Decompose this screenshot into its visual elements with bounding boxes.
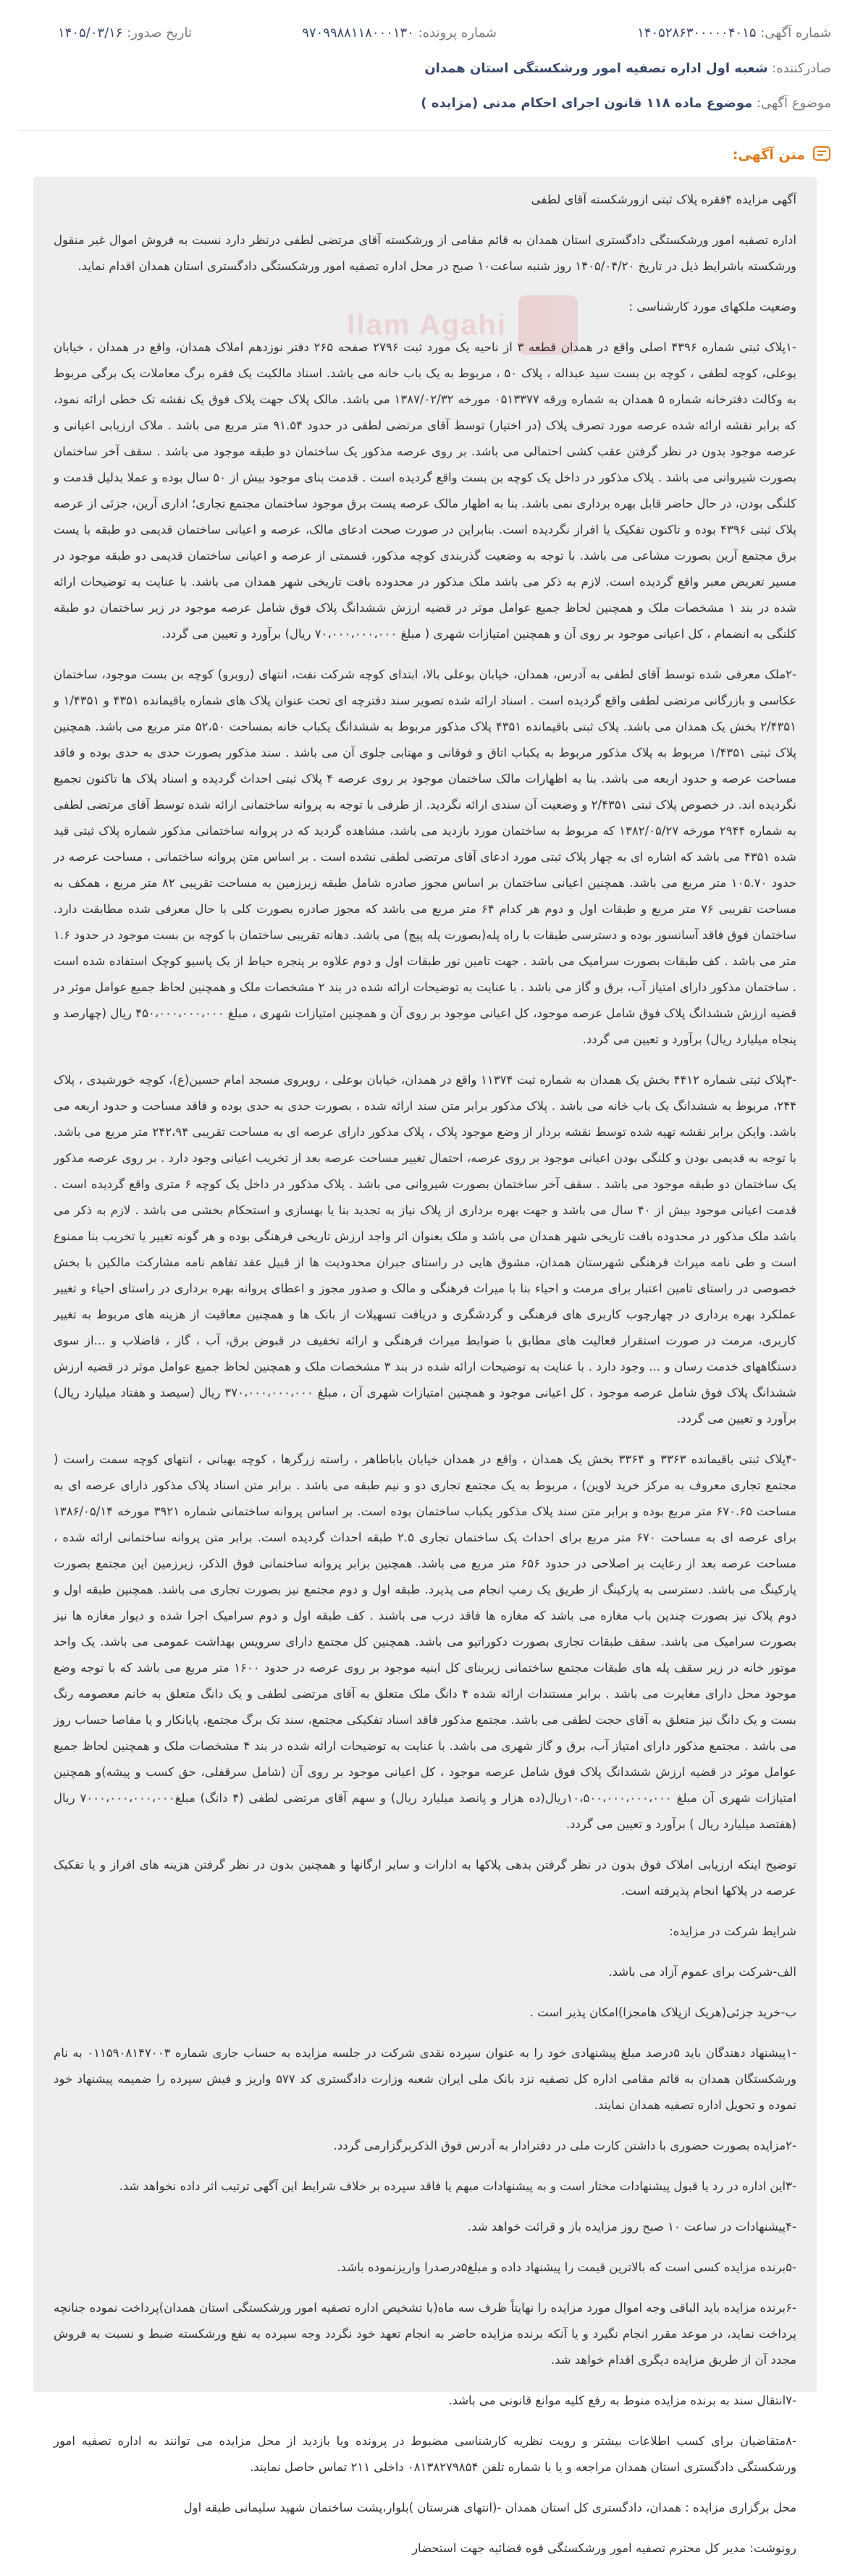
- notice-number-label: شماره آگهی:: [760, 25, 831, 41]
- condition-3: -۳این اداره در رد یا قبول پیشنهادات مختار است و به پیشنهادات مبهم یا فاقد سپرده بر خلاف شرایط این آگهی ترتیب اثر داده نخواهد شد.: [119, 2179, 796, 2193]
- condition-alef: الف-شرکت برای عموم آزاد می باشد.: [608, 1965, 796, 1979]
- notice-number: [637, 20, 831, 46]
- issue-date: [58, 20, 192, 46]
- condition-6: -۶برنده مزایده باید الباقی وجه اموال مورد مزایده را نهایتاً ظرف سه ماه(با تشخیص اداره تصفیه امور ورشکستگی استان همدان)پرداخت نموده جنانچه پرداخت نماید، در موعد مقرر انجام نگیرد و یا آنکه برنده مزایده حاضر به انجام تعهد خود نگردد وجه سپرده به نفع ورشکسته ضبط و نسبت به فروش مجدد آن از طریق مزایده دیگری اقدام خواهد شد.: [54, 2301, 796, 2367]
- notice-intro: اداره تصفیه امور ورشکستگی دادگستری استان همدان به قائم مقامی از ورشکسته آقای مرتضی لطفی درنظر دارد نسبت به فروش اموال غیر منقول ورشکسته باشرایط ذیل در تاریخ ۱۴۰۵/۰۴/۲۰ روز شنبه ساعت۱۰ صبح در محل اداره تصفیه امور ورشکستگی دادگستری استان همدان اقدام نماید.: [54, 233, 796, 273]
- notice-number-value: ۱۴۰۵۲۸۶۳۰۰۰۰۰۴۰۱۵: [637, 25, 757, 41]
- conditions-heading: شرایط شرکت در مزایده:: [669, 1924, 796, 1938]
- subject-value: موضوع ماده ۱۱۸ قانون اجرای احکام مدنی (مزایده ): [421, 96, 753, 111]
- notice-body: [54, 187, 796, 2576]
- serial-number: [302, 20, 497, 46]
- notice-header-row: [0, 20, 850, 46]
- valuation-note: توضیح اینکه ارزیابی املاک فوق بدون در نظر گرفتن بدهی پلاکها به ادارات و سایر ارگانها و همچنین بدون در نظر گرفتن هزینه های افراز و یا تفکیک عرصه در پلاکها انجام پذیرفته است.: [54, 1858, 796, 1898]
- subject-row: [421, 91, 831, 116]
- section-title: [733, 143, 831, 167]
- condition-2: -۲مزایده بصورت حضوری با داشتن کارت ملی در دفترادار به آدرس فوق الذکربرگزارمی گردد.: [333, 2139, 796, 2152]
- issue-date-label: تاریخ صدور:: [127, 25, 192, 41]
- issuer-label: صادرکننده:: [772, 61, 831, 76]
- issue-date-value: ۱۴۰۵/۰۳/۱۶: [58, 25, 123, 41]
- copy-to: رونوشت: مدیر کل محترم تصفیه امور ورشکستگی قوه قضائیه جهت استحضار: [412, 2541, 796, 2555]
- serial-number-label: شماره پرونده:: [418, 25, 497, 41]
- notice-body-box: [33, 177, 817, 2555]
- properties-heading: وضعیت ملکهای مورد کارشناسی :: [628, 300, 796, 313]
- serial-number-value: ۹۷۰۹۹۸۸۱۱۸۰۰۰۱۳۰: [302, 25, 414, 41]
- condition-5: -۵برنده مزایده کسی است که بالاترین قیمت را پیشنهاد داده و مبلغ۵درصدرا واریزنموده باشد.: [337, 2260, 796, 2274]
- condition-1: -۱پیشنهاد دهندگان باید ۵درصد مبلغ پیشنهادی خود را به عنوان سپرده نقدی شرکت در جلسه مزایده به حساب جاری شماره ۰۱۱۵۹۰۸۱۴۷۰۰۳ به نام ورشکستگان همدان به قائم مقامی اداره کل تصفیه نزد بانک ملی ایران شعبه وزارت دادگستری کد ۵۷۷ واریز و فیش سپرده را ضمیمه پیشنهاد خود نموده و تحویل اداره تصفیه همدان نمایند.: [54, 2046, 797, 2112]
- property-1: -۱پلاک ثبتی شماره ۴۳۹۶ اصلی واقع در همدان قطعه ۳ از ناحیه یک مورد ثبت ۲۷۹۶ صفحه ۲۶۵ دفتر نوزدهم املاک همدان، واقع در همدان ، خیابان بوعلی، کوچه لطفی ، کوچه بن بست سید عبداله ، پلاک ۵۰ ، مربوط به یک باب خانه می باشد. اسناد مالکیت یک فقره برگ معاملات یک برگی مربوط به وکالت دفترخانه شماره ۵ همدان به شماره ورقه ۰۵۱۳۳۷۷ مورخه ۱۳۸۷/۰۲/۳۲ می باشد. مالک پلاک جهت پلاک فوق یک نقشه تک خطی ارائه نمود، که برابر نقشه ارائه شده عرصه مورد تصرف پلاک (در اختیار) توسط آقای مرتضی لطفی در حدود ۹۱.۵۴ متر مربع می باشد . ملاک ارزیابی اعیانی و عرصه موجود بدون در نظر گرفتن عقب کشی احتمالی می باشد. بر روی عرصه مذکور یک ساختمان دو طبقه موجود می باشد . سقف آخر ساختمان بصورت شیروانی می باشد . پلاک مذکور در داخل یک کوچه بن بست واقع گردیده است . قدمت بنای موجود بیش از ۵۰ سال بوده و عملا بدلیل قدمت و کلنگی بودن، در حال حاضر قابل بهره برداری نمی باشد. بنا به اظهار مالک عرصه پست برق موجود ساختمان مجتمع تجاری؛ اداری آرین، جزئی از عرصه پلاک ثبتی ۴۳۹۶ بوده و تاکنون تفکیک یا افراز نگردیده است. بنابراین در صورت صحت ادعای مالک، عرصه و اعیانی ساختمان قدیمی دو طبقه با پست برق مجتمع آرین بصورت مشاعی می باشد. با توجه به وضعیت گذربندی کوچه مذکور، قسمتی از عرصه و اعیانی ساختمان قدیمی دو طبقه موجود در مسیر تعریض معبر واقع گردیده است. لازم به ذکر می باشد ملک مذکور در محدوده بافت تاریخی شهر همدان می باشد. با عنایت به توضیحات ارائه شده در بند ۱ مشخصات ملک و همچنین لحاظ جمیع عوامل موثر در قضیه ارزش ششدانگ پلاک فوق شامل عرصه موجود در زیر ساختمان دو طبقه کلنگی به انضمام ، کل اعیانی موجود بر روی آن و همچنین امتیازات شهری ( مبلغ ۷۰،۰۰۰،۰۰۰،۰۰۰ ریال) برآورد و تعیین می گردد.: [54, 340, 797, 641]
- section-title-text: متن آگهی:: [732, 147, 805, 163]
- document-notice-icon: [812, 144, 831, 166]
- property-3: -۳پلاک ثبتی شماره ۴۴۱۲ بخش یک همدان به شماره ثبت ۱۱۳۷۴ واقع در همدان، خیابان بوعلی ، روبروی مسجد امام حسین(ع)، کوچه خورشیدی ، پلاک ۲۴۴، مربوط به ششدانگ یک باب خانه می باشد . پلاک مذکور برابر متن سند ارائه شده ، بصورت حدی به حدی بوده و فاقد مساحت و حدود اربعه می باشد. وایکن برابر نقشه تهیه شده توسط نقشه بردار از وضع موجود پلاک ، پلاک مذکور دارای عرصه ای به مساحت تقریبی ۲۴۲،۹۴ متر مربع می باشد. با توجه به قدیمی بودن و کلنگی بودن اعیانی موجود بر روی عرصه، احتمال تغییر مساحت عرصه بعد از تخریب اعیانی وجود دارد . بر روی عرصه مذکور یک ساختمان دو طبقه موجود می باشد . سقف آخر ساختمان بصورت شیروانی می باشد . پلاک مذکور در داخل یک کوچه ۶ متری واقع گردیده است . قدمت اعیانی موجود بیش از ۴۰ سال می باشد و جهت بهره برداری از پلاک نیاز به تجدید بنا یا بهسازی و استحکام بخشی می باشد . لازم به ذکر می باشد ملک مذکور در محدوده بافت تاریخی شهر همدان می باشد و ملک بعنوان اثر واجد ارزش تاریخی فرهنگی بوده و هر گونه تغییر یا تخریب بنا ممنوع است و طی نامه میراث فرهنگی شهرستان همدان، مشوق هایی در راستای جبران محدودیت ها از قبیل عقد تفاهم نامه مشارکت مالکین با بخش خصوصی در راستای تامین اعتبار برای مرمت و احیاء بنا با میراث فرهنگی و مالک و صدور مجوز و اعطای پروانه بهره برداری در راستای احیاء و تغییر عملکرد بهره برداری در چهارچوب کاربری های فرهنگی و گردشگری و دریافت تسهیلات از بانک ها و همچنین معافیت از هزینه های مربوط به تغییر کاربری، مرمت در صورت استقرار فعالیت های مطابق با ضوابط میراث فرهنگی و ارائه تخفیف در قبوض برق، آب ، گاز ، فاضلاب و ...از سوی دستگاههای خدمت رسان و ... وجود دارد . با عنایت به توضیحات ارائه شده در بند ۳ مشخصات ملک و همچنین لحاظ جمیع عوامل موثر در قضیه ارزش ششدانگ پلاک فوق شامل عرصه موجود ، کل اعیانی موجود و همچنین امتیازات شهری آن ، مبلغ ۳۷۰،۰۰۰،۰۰۰،۰۰۰ ریال (سیصد و هفتاد میلیارد ریال) برآورد و تعیین می گردد.: [54, 1073, 797, 1426]
- issuer-value: شعبه اول اداره تصفیه امور ورشکستگی استان همدان: [424, 61, 768, 76]
- condition-4: -۴پیشنهادات در ساعت ۱۰ صبح روز مزایده باز و قرائت خواهد شد.: [467, 2220, 796, 2234]
- issuer-row: [424, 56, 831, 81]
- condition-be: ب-خرید جزئی(هریک ازپلاک هامجزا)امکان پذیر است .: [529, 2005, 796, 2019]
- subject-label: موضوع آگهی:: [757, 96, 831, 111]
- notice-heading: آگهی مزایده ۴فقره پلاک ثبتی ازورشکسته آقای لطفی: [531, 193, 796, 206]
- property-4: -۴پلاک ثبتی باقیمانده ۳۳۶۳ و ۳۳۶۴ بخش یک همدان ، واقع در همدان خیابان باباطاهر ، راسته زرگرها ، کوچه بهبانی ، انتهای کوچه سمت راست ( مجتمع تجاری معروف به مرکز خرید لاوین) ، مربوط به یک مجتمع تجاری دو و نیم طبقه می باشد . برابر متن اسناد پلاک مذکور دارای عرصه ای به مساحت ۶۷۰.۶۵ متر مربع بوده و برابر متن سند پلاک مذکور یکباب ساختمان بوده است. بر اساس پروانه ساختمانی شماره ۳۹۲۱ مورخه ۱۳۸۶/۰۵/۱۴ برای عرصه ای به مساحت ۶۷۰ متر مربع برای احداث یک ساختمان تجاری ۲.۵ طبقه احداث گردیده است. برابر متن پروانه ساختمانی ارائه شده ، مساحت عرصه بعد از رعایت بر اصلاحی در حدود ۶۵۶ متر مربع می باشد. همچنین برابر پروانه ساختمانی فوق الذکر، زیرزمین این مجتمع بصورت پارکینگ می باشد. دسترسی به پارکینگ از طریق یک رمپ انجام می پذیرد. طبقه اول و دوم مجتمع نیز بصورت تجاری می باشد. همچنین طبقه اول و دوم پلاک نیز بصورت چندین باب مغازه می باشد که مغازه ها فاقد درب می باشند . کف طبقه اول و دوم سرامیک اجرا شده و دیوار مغازه ها نیز بصورت سرامیک می باشد. سقف طبقات تجاری بصورت دکوراتیو می باشد. همچنین کل مجتمع دارای سرویس بهداشت عمومی می باشد. یک واحد موتور خانه در زیر سقف پله های طبقات مجتمع ساختمانی زیربنای کل ابنیه موجود بر روی عرصه در حدود ۱۶۰۰ متر مربع می باشد که با توجه وضع موجود محل دارای مغایرت می باشد . برابر مستندات ارائه شده ۴ دانگ ملک متعلق به آقای مرتضی لطفی و یک دانگ متعلق به خانم معصومه رنگ بست و یک دانگ نیز متعلق به آقای حجت لطفی می باشد. مجتمع مذکور فاقد اسناد تفکیکی مجتمع، سند تک برگ مجتمع، پایانکار و یا مفاصا حساب روز می باشد . مجتمع مذکور دارای امتیاز آب، برق و گاز شهری می باشد. با عنایت به توضیحات ارائه شده در بند ۴ مشخصات ملک و همچنین لحاظ جمیع عوامل موثر در قضیه ارزش ششدانگ پلاک فوق شامل عرصه موجود ، کل اعیانی موجود بر روی آن (شامل سرقفلی، حق کسب و پیشه)و همچنین امتیازات شهری آن مبلغ ۱۰،۵۰۰،۰۰۰،۰۰۰،۰۰۰ریال(ده هزار و پانصد میلیارد ریال) و سهم آقای مرتضی لطفی (۴ دانگ) مبلغ۷۰۰۰،۰۰۰،۰۰۰،۰۰۰ ریال (هفتصد میلیارد ریال ) برآورد و تعیین می گردد.: [54, 1452, 797, 1831]
- condition-7: -۷انتقال سند به برنده مزایده منوط به رفع کلیه موانع قانونی می باشد.: [448, 2394, 796, 2407]
- watermark-logo: Ilam Agahi: [281, 292, 578, 358]
- header-divider: [19, 130, 831, 131]
- condition-8: -۸متقاضیان برای کسب اطلاعات بیشتر و رویت نظریه کارشناسی مضبوط در پرونده ویا بازدید از محل مزایده می توانند به اداره تصفیه امور ورشکستگی دادگستری استان همدان مراجعه و یا با شماره تلفن ۰۸۱۳۸۲۷۹۸۵۴ داخلی ۲۱۱ تماس حاصل نمایند.: [54, 2434, 796, 2474]
- property-2: -۲ملک معرفی شده توسط آقای لطفی به آدرس، همدان، خیابان بوعلی بالا، ابتدای کوچه شرکت نفت، انتهای (روبرو) کوچه بن بست موجود، ساختمان عکاسی و بازرگانی مرتضی لطفی واقع گردیده است . اسناد ارائه شده تصویر سند دفترچه ای تحت عنوان پلاک های شماره باقیمانده ۴۳۵۱ و ۱/۴۳۵۱ و ۲/۴۳۵۱ بخش یک همدان می باشد. پلاک ثبتی باقیمانده ۴۳۵۱ پلاک مذکور مربوط به ششدانگ یکباب خانه بمساحت ۵۲،۵۰ متر مربع می باشد. همچنین پلاک ثبتی ۱/۴۳۵۱ مربوط به پلاک مذکور مربوط به یکباب اتاق و فوقانی و مهتابی جلوی آن می باشد . سند مذکور بصورت حدی به حدی بوده و فاقد مساحت عرصه و حدود اربعه می باشد. بنا به اظهارات مالک ساختمان موجود بر روی عرصه ۴ پلاک ثبتی احداث گردیده و اسناد پلاک ها تاکنون تجمیع نگردیده اند. در خصوص پلاک ثبتی ۲/۴۳۵۱ و وضعیت آن سندی ارائه نگردید. از طرفی با توجه به پروانه ساختمانی ارائه شده توسط آقای مرتضی لطفی به شماره ۲۹۴۴ مورخه ۱۳۸۲/۰۵/۲۷ که مربوط به ساختمان مورد بازدید می باشد، مشاهده گردید که در پروانه ساختمانی مذکور شماره پلاک ثبتی قید شده ۴۳۵۱ می باشد که اشاره ای به چهار پلاک ثبتی مورد ادعای آقای مرتضی لطفی نشده است . بر اساس متن پروانه ساختمانی ، مساحت عرصه در حدود ۱۰۵.۷۰ متر مربع می باشد. همچنین اعیانی ساختمان بر اساس مجوز صادره شامل طبقه زیرزمین به مساحت تقریبی ۸۲ متر مربع ، همکف به مساحت تقریبی ۷۶ متر مربع و طبقات اول و دوم هر کدام ۶۴ متر مربع می باشد که مجوز صادره بصورت کلی با حال معرفی شده مطابقت دارد. ساختمان فوق فاقد آسانسور بوده و دسترسی طبقات با راه پله(بصورت پله پیچ) می باشد. دهانه تقریبی ساختمان با کوچه بن بست موجود در حدود ۱.۶ متر می باشد . کف طبقات بصورت سرامیک می باشد . جهت تامین نور طبقات اول و دوم علاوه بر پنجره حیاط از یک پاسیو کوچک استفاده شده است . ساختمان مذکور دارای امتیاز آب، برق و گاز می باشد . با عنایت به توضیحات ارائه شده در بند ۲ مشخصات ملک و همچنین لحاظ جمیع عوامل موثر در قضیه ارزش ششدانگ پلاک فوق شامل عرصه موجود، کل اعیانی موجود بر روی آن و همچنین امتیازات شهری ، مبلغ ۴۵۰،۰۰۰،۰۰۰،۰۰۰ ریال (چهارصد و پنجاه میلیارد ریال) برآورد و تعیین می گردد.: [54, 668, 797, 1046]
- auction-location: محل برگزاری مزایده : همدان، دادگستری کل استان همدان -(انتهای هنرستان )بلوار،پشت ساختمان شهید سلیمانی طبقه اول: [183, 2501, 796, 2514]
